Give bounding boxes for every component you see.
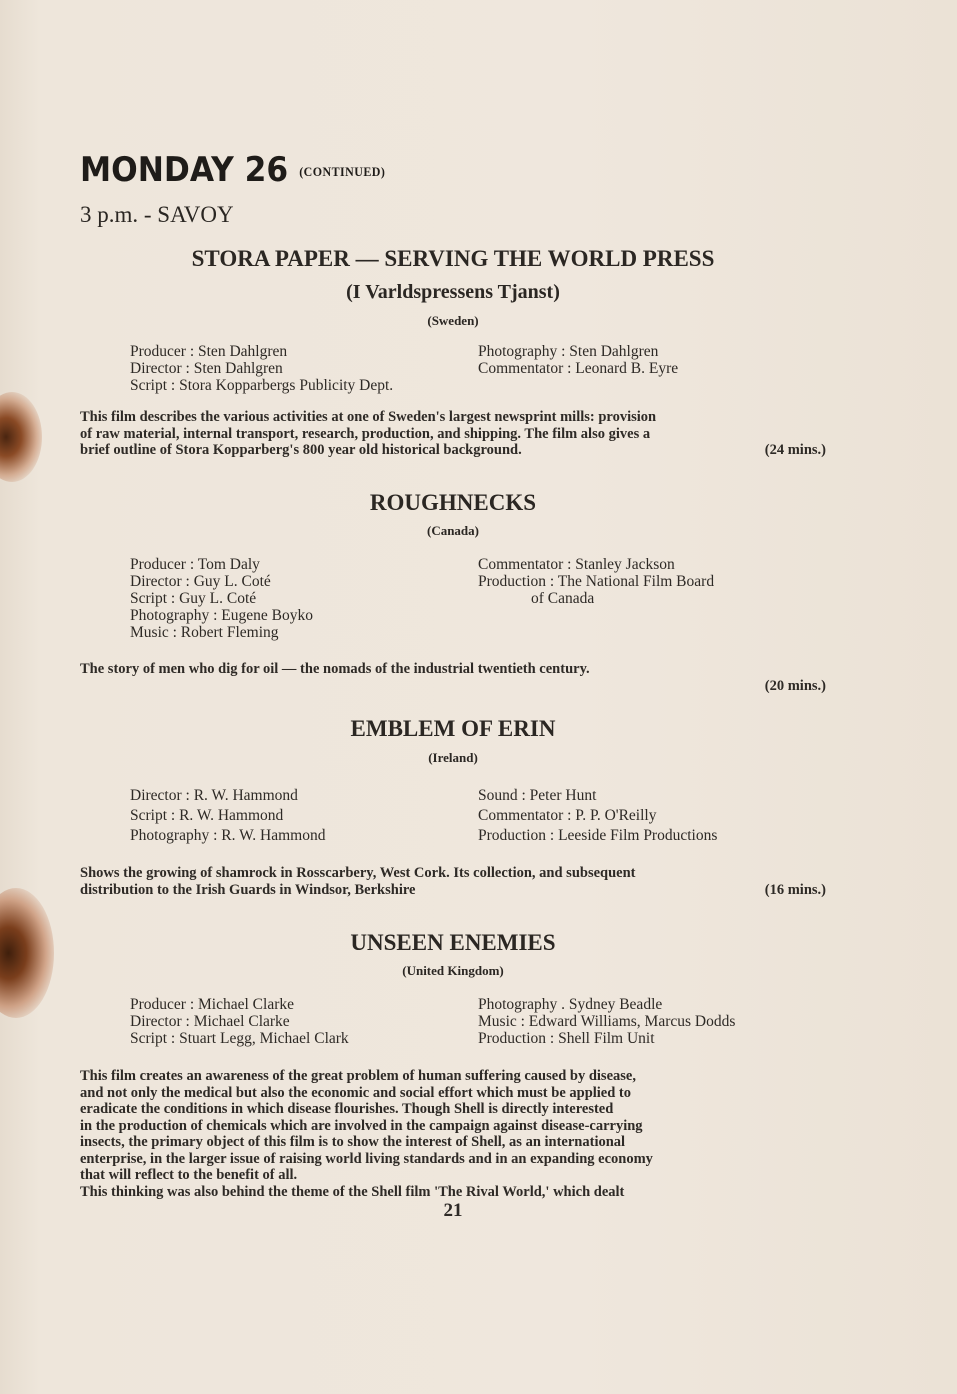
film-description <box>80 409 826 459</box>
day-heading <box>80 150 385 190</box>
credit-line: Photography : Eugene Boyko <box>130 607 313 624</box>
description-line: The story of men who dig for oil — the nomads of the industrial twentieth century. <box>80 661 590 677</box>
duration: (24 mins.) <box>764 442 826 458</box>
credit-line: Producer : Tom Daly <box>130 556 260 573</box>
credit-line: Director : Michael Clarke <box>130 1013 290 1030</box>
page-number: 21 <box>443 1200 463 1221</box>
continued-label: (CONTINUED) <box>299 163 386 179</box>
credit-line: Script : R. W. Hammond <box>130 807 284 824</box>
film-country: (Sweden) <box>427 313 479 328</box>
film-country: (Canada) <box>426 523 479 538</box>
credits-left <box>130 996 349 1047</box>
credit-line: Music : Robert Fleming <box>130 624 279 641</box>
credit-line: Sound : Peter Hunt <box>478 787 597 804</box>
credit-line: Photography : R. W. Hammond <box>130 827 326 844</box>
description-line: distribution to the Irish Guards in Windsor, Berkshire <box>80 881 416 898</box>
credit-line: Production : The National Film Board <box>478 573 715 590</box>
film-description <box>80 1068 826 1200</box>
credit-line: of Canada <box>531 590 595 607</box>
credit-line: Script : Stora Kopparbergs Publicity Dept. <box>130 377 394 394</box>
film-title: EMBLEM OF ERIN <box>350 716 556 741</box>
description-line: This thinking was also behind the theme of the Shell film 'The Rival World,' which dealt <box>80 1183 625 1200</box>
credits-right <box>478 786 717 846</box>
session-venue: 3 p.m. - SAVOY <box>80 202 234 227</box>
duration: (20 mins.) <box>764 677 826 694</box>
credit-line: Commentator : Leonard B. Eyre <box>478 360 679 377</box>
credit-line: Photography : Sten Dahlgren <box>478 343 659 360</box>
film-title: ROUGHNECKS <box>369 490 537 515</box>
description-line: brief outline of Stora Kopparberg's 800 year old historical background. <box>80 442 522 458</box>
credit-line: Script : Stuart Legg, Michael Clark <box>130 1030 349 1047</box>
duration: (16 mins.) <box>764 881 826 898</box>
credit-line: Music : Edward Williams, Marcus Dodds <box>478 1013 736 1030</box>
film-description <box>80 865 826 898</box>
description-line: enterprise, in the larger issue of raising world living standards and in an expanding economy <box>80 1150 653 1167</box>
description-line: and not only the medical but also the economic and social effort which must be applied to <box>80 1084 632 1101</box>
film-title: UNSEEN ENEMIES <box>350 930 556 955</box>
credit-line: Commentator : Stanley Jackson <box>478 556 675 573</box>
credits-right <box>478 556 714 607</box>
description-line: that will reflect to the benefit of all. <box>80 1167 298 1183</box>
credit-line: Photography . Sydney Beadle <box>478 996 663 1013</box>
description-line: insects, the primary object of this film is to show the interest of Shell, as an international <box>80 1134 626 1150</box>
description-line: eradicate the conditions in which disease flourishes. Though Shell is directly interested <box>80 1101 614 1117</box>
credit-line: Director : Guy L. Coté <box>130 573 271 590</box>
credit-line: Director : R. W. Hammond <box>130 787 298 804</box>
film-title: STORA PAPER — SERVING THE WORLD PRESS <box>191 246 715 271</box>
credit-line: Producer : Sten Dahlgren <box>130 343 288 360</box>
film-description <box>80 661 826 694</box>
description-line: of raw material, internal transport, research, production, and shipping. The film also gives a <box>80 425 651 442</box>
film-country: (United Kingdom) <box>402 963 504 978</box>
description-line: This film describes the various activities at one of Sweden's largest newsprint mills: provision <box>80 409 657 425</box>
credits-right <box>478 996 735 1047</box>
credit-line: Production : Shell Film Unit <box>478 1030 655 1047</box>
credit-line: Script : Guy L. Coté <box>130 590 257 607</box>
burn-mark-upper <box>0 392 42 482</box>
film-subtitle: (I Varldspressens Tjanst) <box>346 281 560 303</box>
burn-mark-lower <box>0 888 54 1018</box>
credits-left <box>130 343 393 394</box>
credits-right <box>478 343 678 377</box>
film-country: (Ireland) <box>428 750 478 765</box>
credits-left <box>130 786 325 846</box>
description-line: This film creates an awareness of the great problem of human suffering caused by disease, <box>80 1068 636 1084</box>
credit-line: Director : Sten Dahlgren <box>130 360 283 377</box>
description-line: Shows the growing of shamrock in Rosscarbery, West Cork. Its collection, and subsequent <box>80 865 636 881</box>
credit-line: Commentator : P. P. O'Reilly <box>478 807 657 824</box>
description-line: in the production of chemicals which are involved in the campaign against disease-carrying <box>80 1117 643 1134</box>
credit-line: Production : Leeside Film Productions <box>478 827 718 844</box>
credit-line: Producer : Michael Clarke <box>130 996 294 1013</box>
credits-left <box>130 556 313 641</box>
day-label: MONDAY 26 <box>80 150 289 190</box>
